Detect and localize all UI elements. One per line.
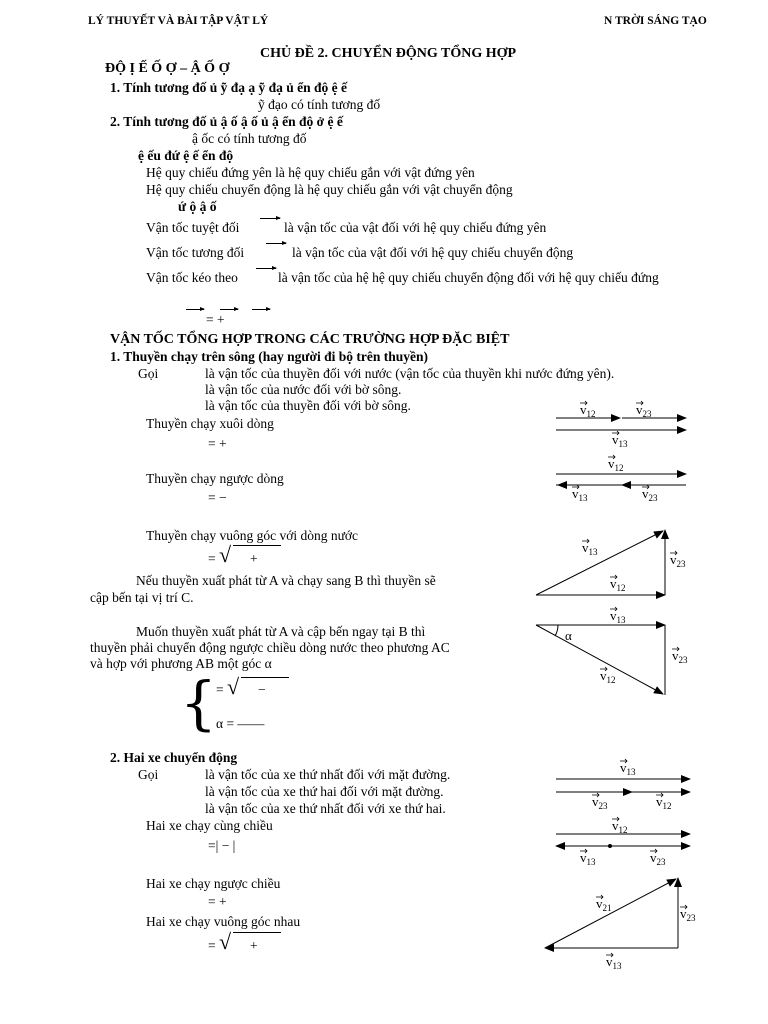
eq-upstream: = −: [208, 490, 227, 505]
sqrt-icon: √: [219, 542, 232, 567]
vector-label-v21: $v_{21}$: [596, 896, 612, 913]
case-perpendicular: Thuyền chạy vuông góc với dòng nước: [146, 528, 359, 543]
eq-cars-perpendicular: =: [208, 938, 216, 953]
vector-label-v13: $v_{13}$: [572, 486, 588, 503]
vector-label-v23: $v_{23}$: [642, 486, 658, 503]
def-v12: là vận tốc của thuyền đối với nước (vận tốc của thuyền khi nước đứng yên).: [205, 366, 615, 381]
def-v13: là vận tốc của thuyền đối với bờ sông.: [205, 398, 411, 413]
alpha-label: α: [565, 628, 572, 643]
case-same-direction: Hai xe chạy cùng chiều: [146, 818, 273, 833]
para-landing-c-1: Nếu thuyền xuất phát từ A và chạy sang B thì thuyền sẽ: [136, 573, 436, 588]
case-cars-perpendicular: Hai xe chạy vuông góc nhau: [146, 914, 301, 929]
vector-label-v13: $v_{13}$: [612, 432, 628, 449]
sys-eq-1: =: [216, 682, 224, 697]
vector-label-v23: $v_{23}$: [680, 906, 696, 923]
heading-2: 2. Tính tương đố ủ ậ ố ậ ố ủ ậ ển độ ở ệ ế: [110, 114, 343, 129]
sqrt-icon: √: [219, 929, 232, 954]
heading-1: 1. Tính tương đố ủ ỹ đạ ạ ỹ đạ ủ ển độ ệ ế: [110, 80, 348, 95]
para-landing-b-3: và hợp với phương AB một góc α: [90, 656, 272, 671]
vector-label-v12: $v_{12}$: [600, 668, 616, 685]
page-title: CHỦ ĐỀ 2. CHUYỂN ĐỘNG TỔNG HỢP: [260, 46, 517, 61]
vector-label-v13: $v_{13}$: [620, 760, 636, 777]
para-landing-b-2: thuyền phải chuyển động ngược chiều dòng nước theo phương AC: [90, 640, 450, 655]
heading-1-cont: ỹ đạo có tính tương đố: [258, 97, 381, 112]
heading-2-cont: ậ ốc có tính tương đố: [192, 131, 307, 146]
vector-label-v13: $v_{13}$: [606, 954, 622, 971]
para-landing-b-1: Muốn thuyền xuất phát từ A và cập bến ngay tại B thì: [136, 624, 426, 639]
velocity-drag-desc: là vận tốc của hệ hệ quy chiếu chuyển động đối với hệ quy chiếu đứng: [278, 270, 659, 285]
para-frame-moving: Hệ quy chiếu chuyển động là hệ quy chiếu gắn với vật chuyển động: [146, 182, 513, 197]
def-v23: là vận tốc của nước đối với bờ sông.: [205, 382, 402, 397]
vector-label-v23: $v_{23}$: [672, 648, 688, 665]
subsection-cars: 2. Hai xe chuyển động: [110, 750, 238, 765]
vector-label-v23: $v_{23}$: [650, 850, 666, 867]
eq-downstream: = +: [208, 436, 227, 451]
heading-3: ệ ếu đứ ệ ế ển độ: [138, 148, 234, 163]
eq-opposite-direction: = +: [208, 894, 227, 909]
eq-same-direction: =| − |: [208, 838, 236, 853]
case-opposite-direction: Hai xe chạy ngược chiều: [146, 876, 281, 891]
header-right: N TRỜI SÁNG TẠO: [604, 15, 707, 27]
header-left: LÝ THUYẾT VÀ BÀI TẬP VẬT LÝ: [88, 15, 269, 27]
vector-label-v13: $v_{13}$: [610, 608, 626, 625]
sys-eq-1-rad: −: [258, 682, 266, 697]
diagram-cars-opposite: [556, 834, 690, 848]
diagram-cars-same: [556, 779, 690, 792]
para-frame-static: Hệ quy chiếu đứng yên là hệ quy chiếu gắn với vật đứng yên: [146, 165, 475, 180]
diagram-perpendicular: [536, 530, 665, 595]
para-landing-c-2: cập bến tại vị trí C.: [90, 590, 194, 605]
velocity-absolute-label: Vận tốc tuyệt đối: [146, 220, 240, 235]
def-car-v12: là vận tốc của xe thứ nhất đối với xe thứ hai.: [205, 801, 446, 816]
eq-cars-perpendicular-rad: +: [250, 938, 258, 953]
velocity-relative-desc: là vận tốc của vật đối với hệ quy chiếu chuyển động: [292, 245, 574, 260]
eq-perpendicular: =: [208, 551, 216, 566]
vector-label-v12: $v_{12}$: [656, 794, 672, 811]
def-car-v23: là vận tốc của xe thứ hai đối với mặt đường.: [205, 784, 444, 799]
vector-label-v12: $v_{12}$: [608, 456, 624, 473]
case-downstream: Thuyền chạy xuôi dòng: [146, 416, 274, 431]
let-label: Gọi: [138, 366, 159, 381]
heading-4: ứ ộ ậ ố: [178, 199, 217, 214]
vector-label-v23: $v_{23}$: [636, 402, 652, 419]
vector-labels: [565, 401, 696, 971]
section-2-title: VẬN TỐC TỔNG HỢP TRONG CÁC TRƯỜNG HỢP ĐẶC BIỆT: [110, 332, 510, 347]
vector-label-v23: $v_{23}$: [592, 794, 608, 811]
vector-label-v12: $v_{12}$: [612, 818, 628, 835]
case-upstream: Thuyền chạy ngược dòng: [146, 471, 284, 486]
vector-label-v13: $v_{13}$: [582, 540, 598, 557]
diagram-cars-perpendicular: [545, 878, 678, 948]
diagram-landing-b: [536, 625, 665, 695]
eq-perpendicular-rad: +: [250, 551, 258, 566]
vector-label-v13: $v_{13}$: [580, 850, 596, 867]
sys-eq-2: α = ——: [216, 716, 265, 731]
vector-label-v23: $v_{23}$: [670, 552, 686, 569]
diagram-upstream: [556, 474, 686, 485]
velocity-absolute-desc: là vận tốc của vật đối với hệ quy chiếu đứng yên: [284, 220, 547, 235]
system-brace: {: [180, 669, 217, 737]
sqrt-icon: √: [227, 674, 240, 699]
subsection-boat: 1. Thuyền chạy trên sông (hay người đi bộ trên thuyền): [110, 349, 429, 364]
let-label: Gọi: [138, 767, 159, 782]
velocity-drag-label: Vận tốc kéo theo: [146, 270, 238, 285]
def-car-v13: là vận tốc của xe thứ nhất đối với mặt đường.: [205, 767, 451, 782]
velocity-formula: = +: [206, 312, 225, 327]
vector-label-v12: $v_{12}$: [580, 402, 596, 419]
section-heading: ĐỘ Ị Ế Ố Ợ – Ậ Ố Ợ: [105, 61, 230, 76]
vector-label-v12: $v_{12}$: [610, 576, 626, 593]
velocity-relative-label: Vận tốc tương đối: [146, 245, 245, 260]
diagram-downstream: [556, 418, 686, 430]
